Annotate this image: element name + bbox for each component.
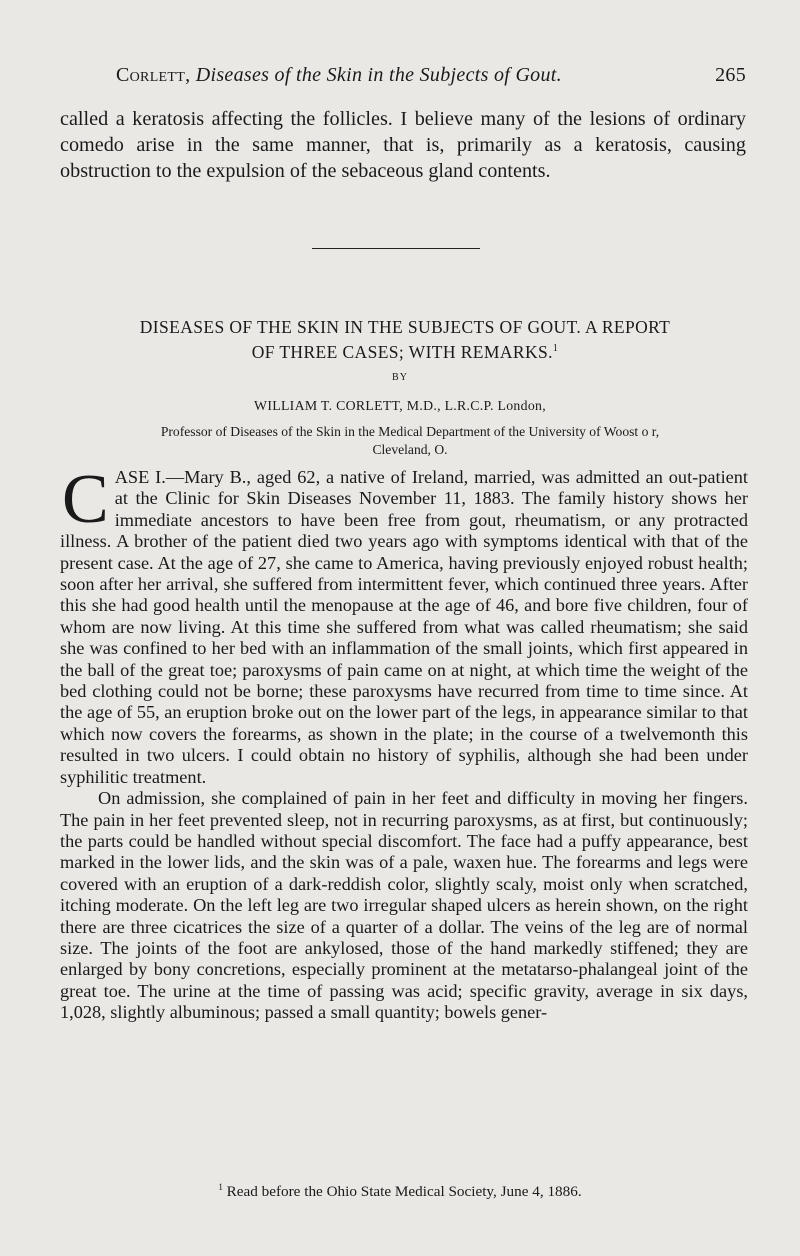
article-title <box>60 316 750 363</box>
page-number: 265 <box>715 64 746 86</box>
article-title-line-2-text: OF THREE CASES; WITH REMARKS. <box>251 341 553 362</box>
affiliation-line-2: Cleveland, O. <box>372 442 448 457</box>
footnote <box>0 1182 800 1201</box>
author-name: WILLIAM T. CORLETT, M.D., L.R.C.P. London, <box>254 398 546 413</box>
running-head-title: Diseases of the Skin in the Subjects of Gout. <box>195 64 562 86</box>
article-body <box>60 461 748 1024</box>
running-head-author: Corlett, <box>116 64 191 86</box>
body-paragraph-1-text: ASE I.—Mary B., aged 62, a native of Ireland, married, was admitted an out-patient at the Clinic for Skin Diseases November 11, 1883. The family history shows her immediate ancestors to have been free from gout, rheumatism, or any protracted illness. A brother of the patient died two years ago with symptoms identical with that of the present case. At the age of 27, she came to America, having previously enjoyed robust health; soon after her arrival, she suffered from intermittent fever, which continued three years. After this she had good health until the menopause at the age of 46, and bore five children, four of whom are now living. At this time she suffered from what was called rheumatism; she said she was confined to her bed with an inflammation of the small joints, which first appeared in the ball of the great toe; paroxysms of pain came on at night, at which time the weight of the bed clothing could not be borne; these paroxysms have recurred from time to time since. At the age of 55, an eruption broke out on the lower part of the legs, in appearance similar to that which now covers the forearms, as shown in the plate; in the course of a twelvemonth this resulted in two ulcers. I could obtain no history of syphilis, although she had been under syphilitic treatment. <box>60 467 748 787</box>
title-footnote-marker: 1 <box>552 343 559 354</box>
body-paragraph-2: On admission, she complained of pain in her feet and difficulty in moving her fingers. The pain in her feet prevented sleep, not in recurring paroxysms, as at first, but continuously; the parts could be handled without special discomfort. The face had a puffy appearance, best marked in the lower lids, and the skin was of a pale, waxen hue. The forearms and legs were covered with an eruption of a dark-reddish color, slightly scaly, moist only when scratched, itching moderate. On the left leg are two irregular shaped ulcers as herein shown, on the right there are three cicatrices the size of a quarter of a dollar. The veins of the leg are of normal size. The joints of the foot are ankylosed, those of the hand markedly stiffened; they are enlarged by bony concretions, especially prominent at the metatarso-phalangeal joint of the great toe. The urine at the time of passing was acid; specific gravity, average in six days, 1,028, slightly albuminous; passed a small quantity; bowels gener- <box>60 788 748 1023</box>
byline-by: BY <box>392 372 408 383</box>
affiliation-line-1: Professor of Diseases of the Skin in the Medical Department of the University of Woost o r, <box>160 424 660 439</box>
drop-cap: C <box>62 461 109 538</box>
carryover-paragraph: called a keratosis affecting the follicles. I believe many of the lesions of ordinary comedo arise in the same manner, that is, primarily as a keratosis, causing obstruction to the expulsion of the sebaceous gland contents. <box>60 108 746 182</box>
footnote-text: Read before the Ohio State Medical Society, June 4, 1886. <box>226 1183 582 1201</box>
author-affiliation <box>70 423 750 459</box>
article-title-line-1: DISEASES OF THE SKIN IN THE SUBJECTS OF GOUT. A REPORT <box>139 317 671 337</box>
body-paragraph-1 <box>60 461 748 788</box>
footnote-marker: 1 <box>218 1182 223 1192</box>
article-title-line-2 <box>60 338 750 363</box>
section-divider <box>312 248 480 249</box>
running-head <box>116 64 746 87</box>
